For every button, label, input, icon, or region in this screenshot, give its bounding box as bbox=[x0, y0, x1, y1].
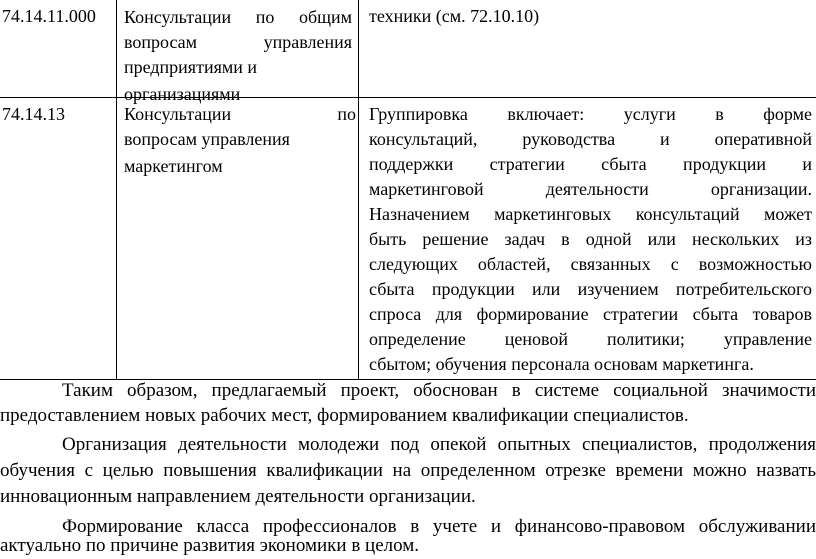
paragraph-line: инновационным направлением деятельности организации. bbox=[0, 486, 476, 507]
row2-name-line: вопросам управления bbox=[124, 129, 290, 149]
row2-desc-line: быть решение задач в одной или нескольких из bbox=[369, 229, 812, 249]
paragraph-line: Формирование класса профессионалов в учете и финансово-правовом обслуживании bbox=[62, 516, 816, 537]
row1-code: 74.14.11.000 bbox=[2, 6, 96, 26]
row1-name-line: Консультации по общим bbox=[124, 7, 352, 27]
row2-desc-line: маркетинговой деятельности организации. bbox=[369, 179, 812, 199]
row2-desc-line: определение ценовой политики; управление bbox=[369, 329, 812, 349]
row2-name bbox=[124, 102, 356, 179]
row1-name-line: предприятиями и bbox=[124, 57, 258, 77]
row2-desc-line: Назначением маркетинговых консультаций может bbox=[369, 204, 812, 224]
row1-name-line: организациями bbox=[124, 84, 241, 104]
row2-code: 74.14.13 bbox=[2, 104, 65, 124]
row1-desc-line: техники (см. 72.10.10) bbox=[369, 6, 540, 26]
paragraph-line: актуально по причине развития экономики в целом. bbox=[0, 535, 420, 556]
row2-desc-line: следующих областей, связанных с возможностью bbox=[369, 254, 812, 274]
row2-name-line: маркетингом bbox=[124, 156, 223, 176]
table-divider-row bbox=[0, 97, 816, 98]
table-divider-col1 bbox=[116, 0, 117, 380]
row1-desc bbox=[369, 4, 539, 29]
row1-name-line: вопросам управления bbox=[124, 32, 352, 52]
row2-name-line: Консультации по bbox=[124, 104, 356, 124]
paragraph-line: Таким образом, предлагаемый проект, обоснован в системе социальной значимости bbox=[62, 380, 816, 401]
row2-desc-line: спроса для формирование стратегии сбыта товаров bbox=[369, 304, 812, 324]
row2-desc-line: сбыта продукции или изучением потребительского bbox=[369, 279, 812, 299]
paragraph-line: предоставлением новых рабочих мест, формированием квалификации специалистов. bbox=[0, 405, 689, 426]
row1-name bbox=[124, 5, 352, 107]
row2-desc-line: сбытом; обучения персонала основам маркетинга. bbox=[369, 354, 754, 374]
table-divider-col2 bbox=[358, 0, 359, 380]
row2-desc bbox=[369, 102, 812, 377]
row2-desc-line: поддержки стратегии сбыта продукции и bbox=[369, 154, 812, 174]
row2-desc-line: консультаций, руководства и оперативной bbox=[369, 129, 812, 149]
paragraph-line: обучения с целью повышения квалификации на определенном отрезке времени можно назвать bbox=[0, 460, 816, 481]
paragraph-line: Организация деятельности молодежи под опекой опытных специалистов, продолжения bbox=[62, 434, 816, 455]
row2-desc-line: Группировка включает: услуги в форме bbox=[369, 104, 812, 124]
